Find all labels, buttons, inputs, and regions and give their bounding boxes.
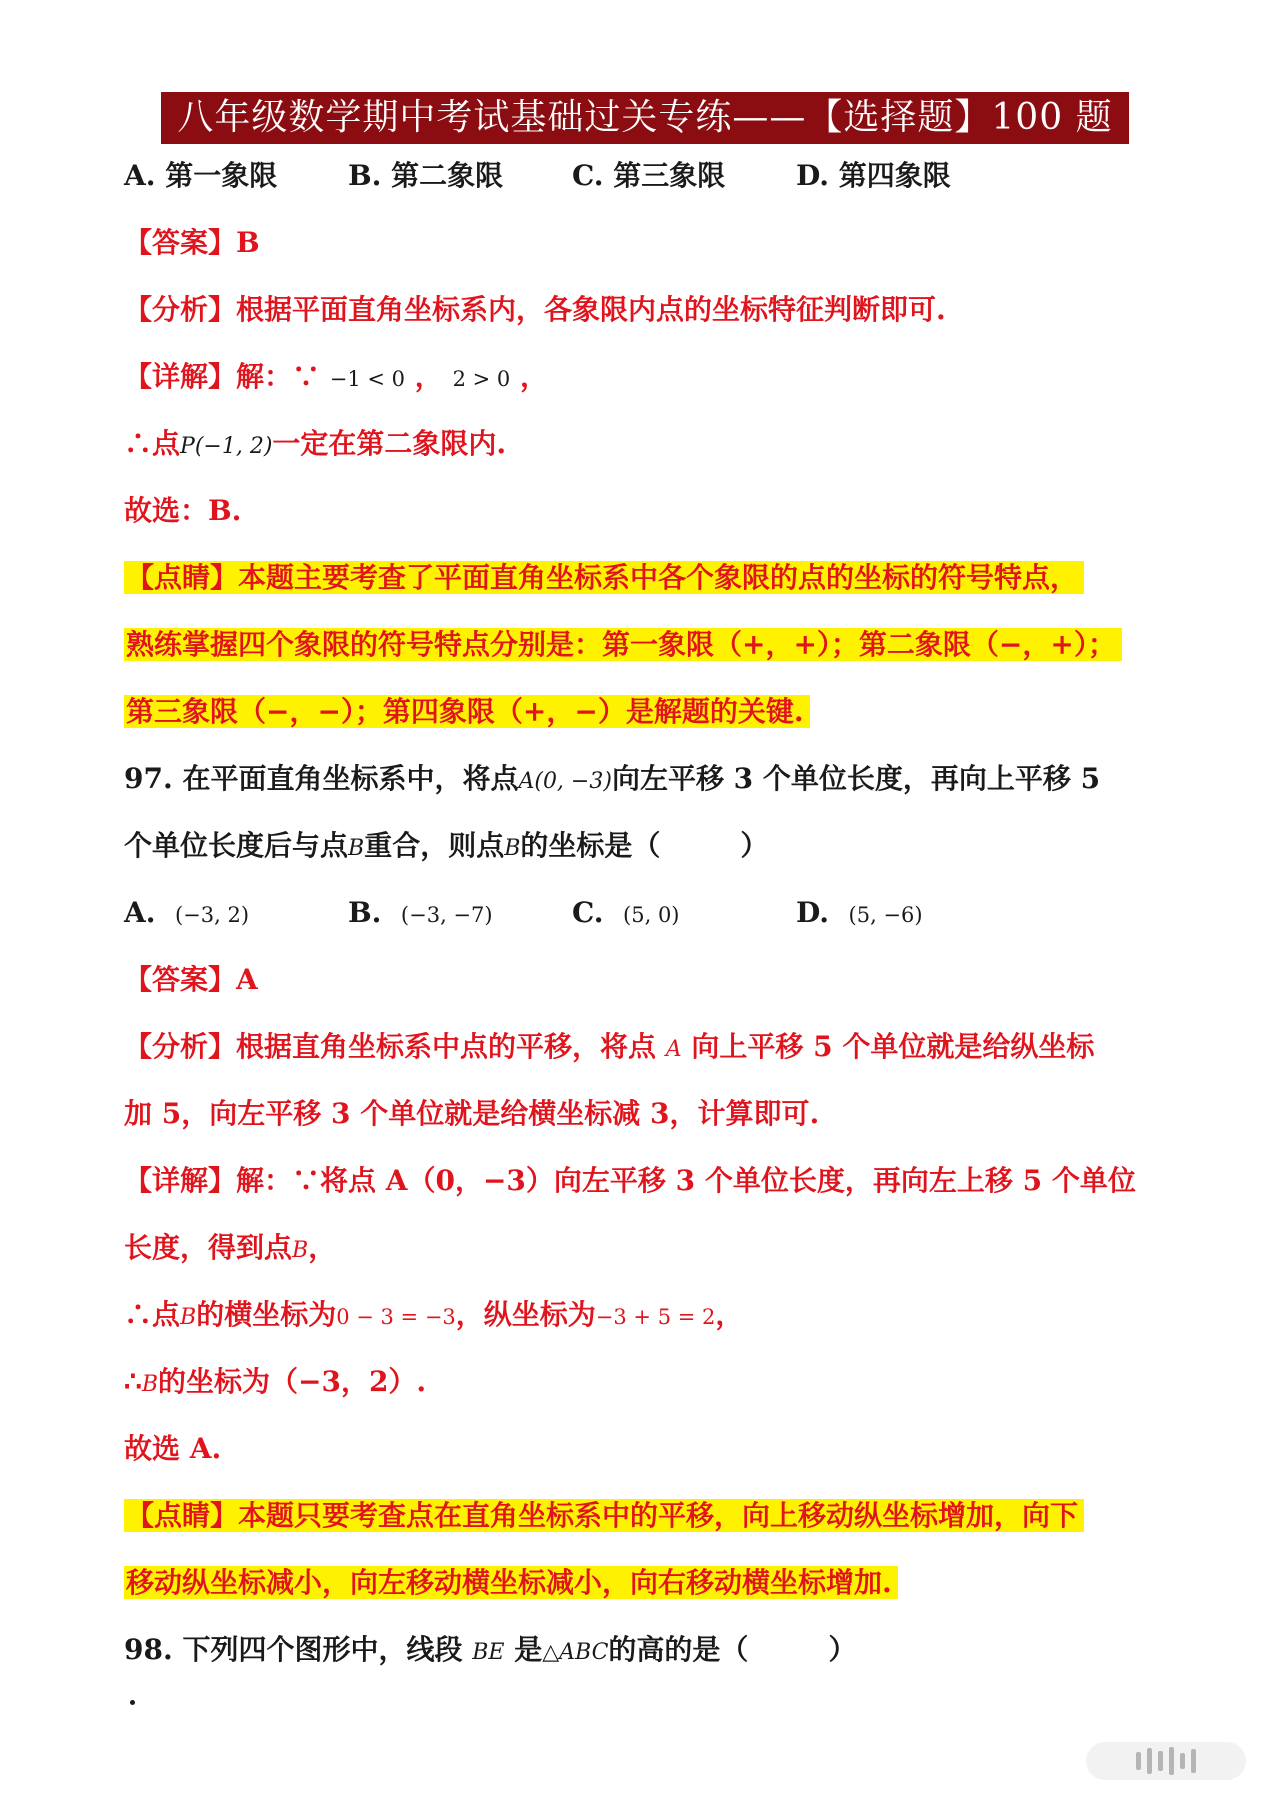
q96-comment-line-3 [124, 690, 810, 734]
therefore-math: P(−1, 2) [180, 434, 273, 459]
detail-tag: 【详解】 [124, 360, 237, 393]
detail-l2a: 长度，得到点 [124, 1231, 293, 1264]
stray-dot [130, 1700, 135, 1705]
q97-option-b [348, 891, 493, 937]
q97-analysis-line-1 [124, 1025, 1094, 1072]
option-value: (−3, 2) [174, 903, 250, 927]
q97-analysis-line-2: 加 5，向左平移 3 个单位就是给横坐标减 3，计算即可. [124, 1097, 820, 1130]
q97-detail-line-3 [124, 1293, 743, 1340]
option-label: B. [348, 896, 382, 929]
q97-comment-line-1 [124, 1494, 1084, 1538]
detail-l3a: ∴点 [124, 1298, 181, 1331]
option-value: (−3, −7) [400, 903, 493, 927]
analysis-l1b: 向上平移 5 个单位就是给纵坐标 [681, 1030, 1095, 1063]
analysis-l1m: A [665, 1037, 682, 1062]
therefore-a: ∴点 [124, 427, 181, 460]
watermark-logo-icon [1086, 1742, 1246, 1780]
comment-highlight-2: 移动纵坐标减小，向左移动横坐标减小，向右移动横坐标增加. [124, 1566, 898, 1599]
option-label: D. [796, 896, 830, 929]
q98-stem-b: 是 [504, 1633, 543, 1666]
q96-option-d: D. 第四象限 [796, 159, 951, 192]
answer-value: B [236, 226, 260, 259]
q97-stem-math: A(0, −3) [518, 769, 612, 794]
q97-stem2-m1: B [348, 836, 365, 861]
analysis-l1a: 根据直角坐标系中点的平移，将点 [236, 1030, 666, 1063]
detail-math-2: 2 > 0 [452, 367, 511, 391]
q97-answer [124, 958, 258, 1002]
q96-therefore [124, 422, 506, 469]
detail-l3m2: 0 − 3 = −3 [336, 1305, 456, 1329]
q97-stem2-d: ） [740, 829, 769, 862]
q97-stem-line-2 [124, 824, 768, 871]
detail-l3d: ， [715, 1298, 744, 1331]
q96-detail [124, 355, 548, 401]
q97-stem-line-1 [124, 757, 1100, 804]
q97-stem-b: 向左平移 3 个单位长度，再向上平移 5 [611, 762, 1101, 795]
q98-stem-d: ） [828, 1633, 857, 1666]
q97-choose: 故选 A. [124, 1432, 222, 1465]
detail-l3m1: B [180, 1305, 197, 1330]
comment-text-1: 本题只要考查点在直角坐标系中的平移，向上移动纵坐标增加，向下 [238, 1499, 1079, 1532]
q96-option-a: A. 第一象限 [124, 159, 278, 192]
q97-stem2-c: 的坐标是（ [520, 829, 661, 862]
q97-detail-line-4 [124, 1360, 426, 1407]
detail-math-1: −1 < 0 [329, 367, 406, 391]
q97-stem2-a: 个单位长度后与点 [124, 829, 349, 862]
comment-tag: 【点睛】 [126, 1499, 239, 1532]
detail-l4a: ∴ [124, 1365, 142, 1398]
q96-comment-line-1 [124, 556, 1084, 600]
detail-l3m3: −3 + 5 = 2 [595, 1305, 716, 1329]
answer-tag: 【答案】 [124, 226, 237, 259]
q97-option-d [796, 891, 923, 937]
detail-tag: 【详解】 [124, 1164, 237, 1197]
option-label: A. [124, 896, 156, 929]
q96-option-c: C. 第三象限 [572, 159, 726, 192]
detail-l1: 解：∵将点 A（0，−3）向左平移 3 个单位长度，再向左上移 5 个单位 [236, 1164, 1136, 1197]
q97-option-a [124, 891, 249, 937]
q96-analysis [124, 288, 946, 332]
q97-detail-line-2 [124, 1226, 336, 1273]
detail-prefix: 解：∵ [236, 360, 321, 393]
comment-text-1: 本题主要考查了平面直角坐标系中各个象限的点的坐标的符号特点， [238, 561, 1079, 594]
comment-highlight-1 [124, 561, 1084, 594]
q97-detail-line-1 [124, 1159, 1136, 1203]
q97-stem-a: 97. 在平面直角坐标系中，将点 [124, 762, 519, 795]
q98-stem-m1: BE [472, 1640, 505, 1665]
detail-l4b: 的坐标为（−3，2）. [158, 1365, 427, 1398]
detail-end: ， [519, 360, 548, 393]
answer-tag: 【答案】 [124, 963, 237, 996]
q96-choose: 故选：B. [124, 494, 242, 527]
comment-highlight-1 [124, 1499, 1084, 1532]
q98-stem-a: 98. 下列四个图形中，线段 [124, 1633, 473, 1666]
q98-stem [124, 1628, 856, 1675]
q98-stem-c: 的高的是（ [608, 1633, 749, 1666]
comment-tag: 【点睛】 [126, 561, 239, 594]
q96-option-b: B. 第二象限 [348, 159, 504, 192]
detail-l4m: B [141, 1372, 158, 1397]
option-label: C. [572, 896, 604, 929]
detail-sep: ， [414, 360, 443, 393]
q97-stem2-b: 重合，则点 [364, 829, 505, 862]
comment-highlight-3: 第三象限（−，−）；第四象限（+，−）是解题的关键. [124, 695, 810, 728]
q96-comment-line-2 [124, 623, 1122, 667]
page-title: 八年级数学期中考试基础过关专练——【选择题】100 题 [161, 92, 1129, 144]
detail-l2m: B [292, 1238, 309, 1263]
analysis-tag: 【分析】 [124, 1030, 237, 1063]
detail-l3c: ，纵坐标为 [455, 1298, 596, 1331]
therefore-b: 一定在第二象限内. [272, 427, 507, 460]
q98-stem-m2: △ABC [542, 1640, 609, 1665]
q96-answer [124, 221, 260, 265]
option-value: (5, −6) [848, 903, 923, 927]
analysis-tag: 【分析】 [124, 293, 237, 326]
answer-value: A [236, 963, 258, 996]
q97-comment-line-2 [124, 1561, 898, 1605]
analysis-text: 根据平面直角坐标系内，各象限内点的坐标特征判断即可. [236, 293, 946, 326]
comment-highlight-2: 熟练掌握四个象限的符号特点分别是：第一象限（+，+）；第二象限（−，+）； [124, 628, 1122, 661]
detail-l3b: 的横坐标为 [196, 1298, 337, 1331]
q97-option-c [572, 891, 680, 937]
detail-l2b: ， [308, 1231, 337, 1264]
q97-stem2-m2: B [504, 836, 521, 861]
option-value: (5, 0) [623, 903, 680, 927]
